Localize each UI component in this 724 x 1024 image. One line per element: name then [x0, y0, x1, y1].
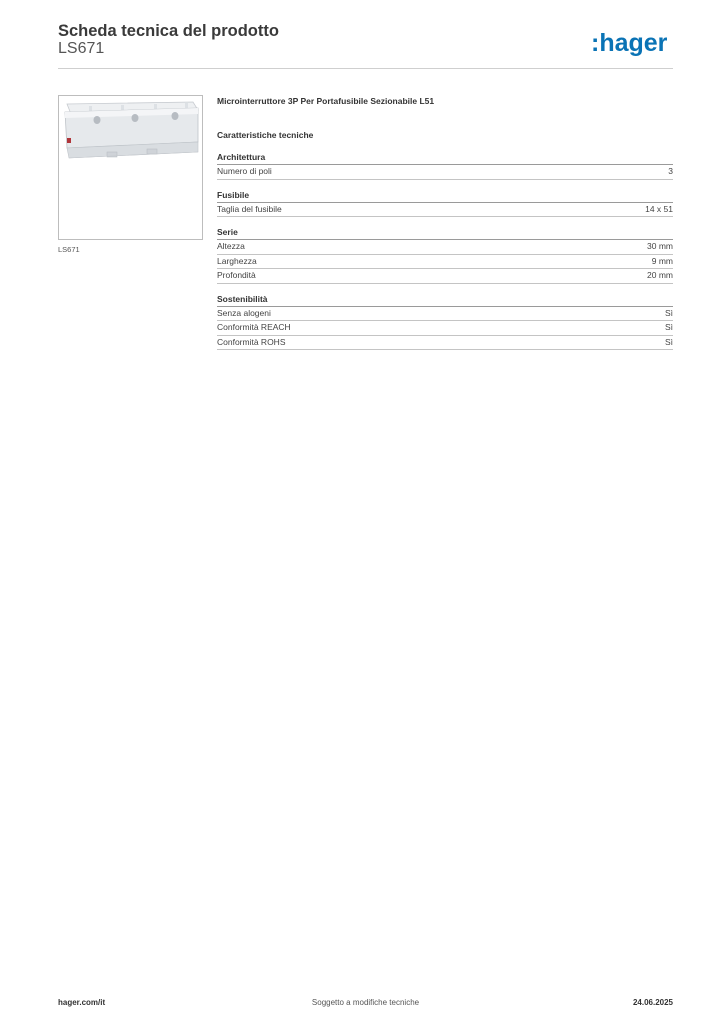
spec-label: Conformità REACH: [217, 322, 291, 332]
product-code: LS671: [58, 40, 105, 57]
spec-row: [217, 165, 673, 180]
section-fusibile: [217, 190, 673, 218]
section-heading: Serie: [217, 227, 673, 240]
spec-value: 9 mm: [651, 255, 673, 266]
spec-row: [217, 336, 673, 351]
spec-label: Larghezza: [217, 255, 257, 266]
spec-value: Sì: [664, 322, 673, 332]
spec-value: 14 x 51: [645, 203, 673, 214]
product-illustration: [59, 96, 202, 239]
spec-value: 20 mm: [647, 270, 673, 280]
spec-label: Senza alogeni: [217, 307, 271, 318]
spec-row: [217, 240, 673, 255]
spec-label: Taglia del fusibile: [217, 203, 282, 214]
footer-date: 24.06.2025: [632, 998, 673, 1007]
page-title: Scheda tecnica del prodotto: [58, 22, 279, 40]
spec-label: Profondità: [217, 270, 256, 280]
section-heading: Fusibile: [217, 190, 673, 203]
spec-value: 30 mm: [647, 241, 673, 251]
spec-row: [217, 269, 673, 284]
svg-text::hager: :hager: [591, 29, 668, 57]
spec-row: [217, 203, 673, 218]
section-heading: Sostenibilità: [217, 294, 673, 307]
section-heading: Architettura: [217, 152, 673, 165]
spec-row: [217, 321, 673, 336]
section-serie: [217, 227, 673, 284]
header-divider: [58, 68, 673, 69]
spec-value: Sì: [664, 307, 673, 318]
section-sostenibilita: [217, 294, 673, 351]
page-header: [58, 20, 673, 68]
hager-logo: [591, 27, 673, 59]
footer-disclaimer: Soggetto a modifiche tecniche: [311, 998, 420, 1007]
spec-label: Conformità ROHS: [217, 336, 286, 347]
spec-label: Altezza: [217, 241, 245, 251]
spec-label: Numero di poli: [217, 166, 272, 176]
page-footer: [58, 998, 673, 1010]
spec-value: Sì: [664, 336, 673, 347]
spec-content: [217, 96, 673, 360]
section-architettura: [217, 152, 673, 180]
product-image: [58, 95, 203, 240]
footer-website-link[interactable]: hager.com/it: [58, 998, 106, 1007]
image-caption: LS671: [58, 245, 80, 254]
spec-row: [217, 307, 673, 322]
product-title: Microinterruttore 3P Per Portafusibile Sezionabile L51: [217, 96, 435, 106]
spec-value: 3: [668, 166, 673, 176]
spec-subtitle: Caratteristiche tecniche: [217, 130, 314, 140]
spec-row: [217, 255, 673, 270]
